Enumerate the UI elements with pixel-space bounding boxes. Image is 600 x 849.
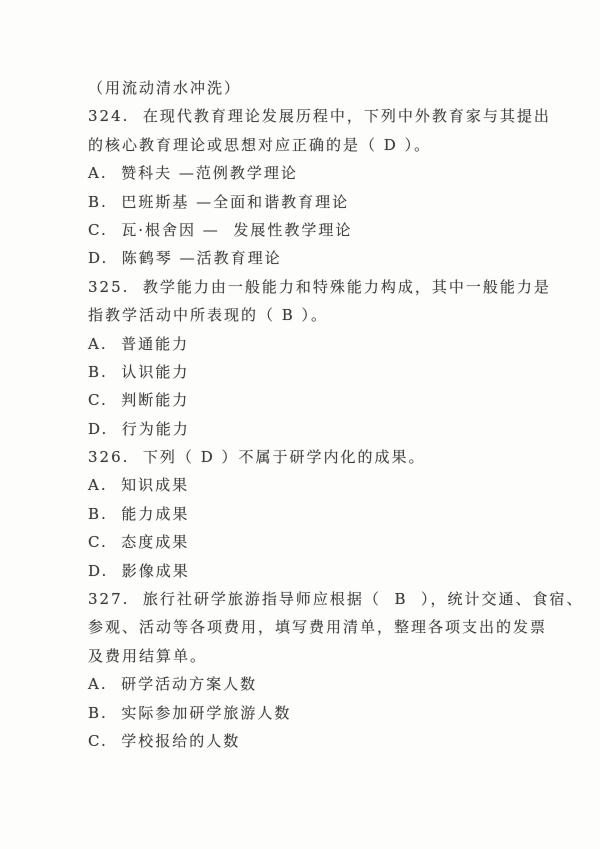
- question-326: [88, 443, 538, 585]
- question-327-option-c: C. 学校报给的人数: [88, 731, 241, 750]
- question-324-stem-line-2: 的核心教育理论或思想对应正确的是（ D ）。: [88, 135, 432, 154]
- question-326-option-d: D. 影像成果: [88, 561, 190, 580]
- question-327: [88, 585, 584, 755]
- question-326-option-b: B. 能力成果: [88, 504, 190, 523]
- question-326-stem-line-1: 326. 下列（ D ）不属于研学内化的成果。: [88, 448, 426, 467]
- question-324-option-c: C. 瓦·根舍因 — 发展性教学理论: [88, 220, 353, 239]
- question-325: [88, 273, 551, 443]
- question-327-stem-line-1: 327. 旅行社研学旅游指导师应根据（ B ），统计交通、食宿、: [88, 590, 584, 609]
- question-325-stem-line-1: 325. 教学能力由一般能力和特殊能力构成，其中一般能力是: [88, 277, 551, 296]
- question-324-option-a: A. 赞科夫 —范例教学理论: [88, 164, 298, 183]
- question-327-option-b: B. 实际参加研学旅游人数: [88, 703, 292, 722]
- question-326-option-a: A. 知识成果: [88, 476, 190, 495]
- question-325-option-d: D. 行为能力: [88, 419, 190, 438]
- question-324-option-b: B. 巴班斯基 —全面和谐教育理论: [88, 192, 350, 211]
- question-327-stem-line-2: 参观、活动等各项费用，填写费用清单，整理各项支出的发票: [88, 618, 548, 637]
- question-325-option-c: C. 判断能力: [88, 391, 190, 410]
- question-325-option-a: A. 普通能力: [88, 334, 190, 353]
- question-327-option-a: A. 研学活动方案人数: [88, 675, 258, 694]
- continuation-line: （用流动清水冲洗）: [88, 79, 242, 97]
- question-326-option-c: C. 态度成果: [88, 533, 190, 552]
- question-327-stem-line-3: 及费用结算单。: [88, 646, 208, 665]
- question-324-option-d: D. 陈鹤琴 —活教育理论: [88, 249, 282, 268]
- question-324: [88, 102, 551, 272]
- question-325-option-b: B. 认识能力: [88, 362, 190, 381]
- question-324-stem-line-1: 324. 在现代教育理论发展历程中，下列中外教育家与其提出: [88, 107, 551, 126]
- question-325-stem-line-2: 指教学活动中所表现的（ B ）。: [88, 306, 329, 325]
- exam-page-content: [88, 74, 584, 755]
